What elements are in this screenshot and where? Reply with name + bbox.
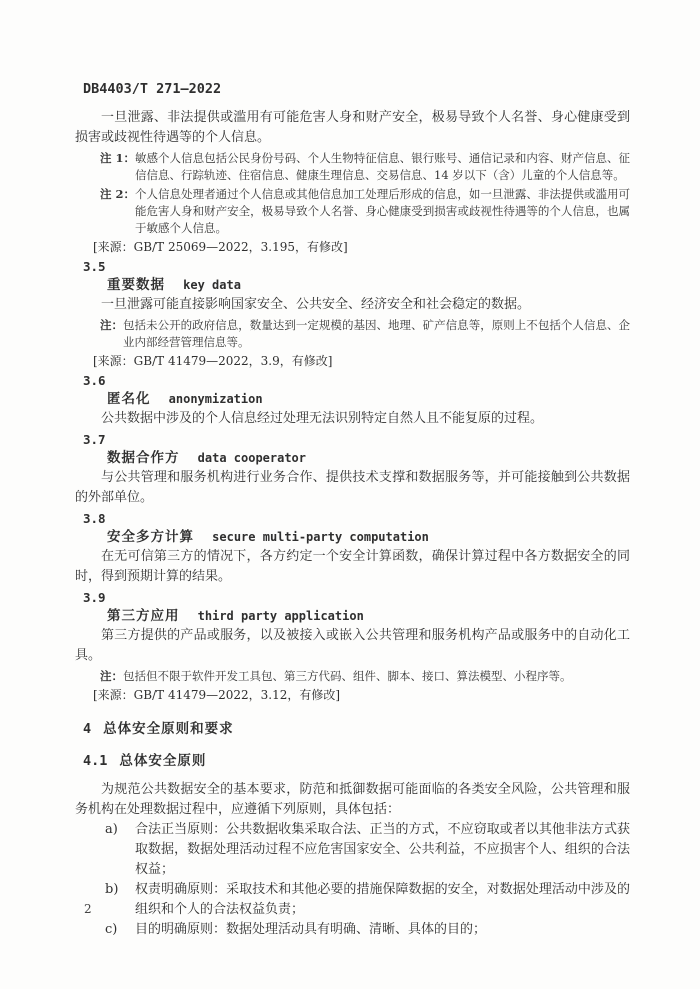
source-reference: [来源：GB/T 41479—2022，3.12，有修改] [93, 688, 341, 702]
term-en: secure multi-party computation [212, 530, 429, 544]
term-block-3-7 [75, 431, 630, 508]
list-marker: c) [105, 922, 118, 937]
list-item-a [105, 820, 630, 880]
term-en: key data [183, 278, 241, 292]
term-note [100, 317, 630, 351]
standard-number-header: DB4403/T 271—2022 [83, 81, 222, 97]
list-text: 合法正当原则：公共数据收集采取合法、正当的方式，不应窃取或者以其他非法方式获取数据，数据处理活动过程不应危害国家安全、公共利益，不应损害个人、组织的合法权益； [135, 822, 630, 877]
list-text: 权责明确原则：采取技术和其他必要的措施保障数据的安全，对数据处理活动中涉及的组织和个人的合法权益负责； [135, 882, 630, 917]
heading-number: 4.1 [83, 753, 108, 769]
heading-title: 总体安全原则和要求 [103, 721, 234, 736]
term-heading [107, 449, 630, 468]
term-definition: 一旦泄露可能直接影响国家安全、公共安全、经济安全和社会稳定的数据。 [101, 297, 531, 312]
term-definition: 公共数据中涉及的个人信息经过处理无法识别特定自然人且不能复原的过程。 [101, 411, 544, 426]
carryover-paragraph: 一旦泄露、非法提供或滥用有可能危害人身和财产安全，极易导致个人名誉、身心健康受到损害或歧视性待遇等的个人信息。 [75, 110, 630, 145]
note-label: 注 2： [100, 187, 136, 201]
term-zh: 数据合作方 [107, 450, 180, 465]
term-block-3-6 [75, 372, 630, 429]
term-heading [107, 607, 630, 626]
term-zh: 安全多方计算 [107, 529, 194, 544]
note-text: 敏感个人信息包括公民身份号码、个人生物特征信息、银行账号、通信记录和内容、财产信息、征信信息、行踪轨迹、住宿信息、健康生理信息、交易信息、14 岁以下（含）儿童的个人信息等。 [135, 151, 630, 182]
term-zh: 重要数据 [107, 277, 165, 292]
source-reference: [来源：GB/T 41479—2022，3.9，有修改] [93, 354, 333, 368]
note-2 [100, 186, 630, 237]
term-definition: 与公共管理和服务机构进行业务合作、提供技术支撑和数据服务等，并可能接触到公共数据的外部单位。 [75, 470, 630, 505]
term-en: anonymization [168, 392, 263, 406]
clause-number: 3.9 [83, 590, 106, 605]
clause-number: 3.5 [83, 259, 106, 274]
note-text: 包括但不限于软件开发工具包、第三方代码、组件、脚本、接口、算法模型、小程序等。 [123, 669, 572, 683]
list-text: 目的明确原则：数据处理活动具有明确、清晰、具体的目的； [135, 922, 487, 937]
term-zh: 第三方应用 [107, 608, 180, 623]
clause-number: 3.6 [83, 373, 106, 388]
term-heading [107, 390, 630, 409]
term-note [100, 668, 630, 685]
section-4-1-heading [83, 752, 630, 770]
clause-number: 3.8 [83, 511, 106, 526]
term-heading [107, 528, 630, 547]
clause-number: 3.7 [83, 432, 106, 447]
term-heading [107, 276, 630, 295]
note-text: 包括未公开的政府信息，数量达到一定规模的基因、地理、矿产信息等，原则上不包括个人信息、企业内部经营管理信息等。 [123, 318, 630, 349]
note-label: 注： [100, 669, 123, 683]
term-definition: 第三方提供的产品或服务，以及被接入或嵌入公共管理和服务机构产品或服务中的自动化工具。 [75, 628, 630, 663]
heading-title: 总体安全原则 [119, 753, 207, 768]
term-block-3-8 [75, 510, 630, 587]
list-item-b [105, 880, 630, 920]
term-en: third party application [197, 609, 364, 623]
note-text: 个人信息处理者通过个人信息或其他信息加工处理后形成的信息，如一旦泄露、非法提供或滥用可能危害人身和财产安全，极易导致个人名誉、身心健康受到损害或歧视性待遇等的个人信息，也属于敏感个人信息。 [135, 187, 630, 235]
source-reference: [来源：GB/T 25069—2022，3.195，有修改] [93, 240, 348, 254]
section-4-1-paragraph: 为规范公共数据安全的基本要求，防范和抵御数据可能面临的各类安全风险，公共管理和服务机构在处理数据过程中，应遵循下列原则，具体包括： [75, 782, 630, 817]
term-block-3-5 [75, 258, 630, 370]
list-marker: a) [105, 822, 118, 837]
term-zh: 匿名化 [107, 391, 151, 406]
heading-number: 4 [83, 721, 92, 737]
page-number: 2 [84, 902, 92, 916]
principles-list [75, 820, 630, 940]
list-item-c [105, 920, 630, 940]
list-marker: b) [105, 882, 119, 897]
note-label: 注： [100, 318, 123, 332]
note-1 [100, 150, 630, 184]
note-label: 注 1： [100, 151, 136, 165]
term-definition: 在无可信第三方的情况下，各方约定一个安全计算函数，确保计算过程中各方数据安全的同时，得到预期计算的结果。 [75, 549, 630, 584]
term-block-3-9 [75, 589, 630, 704]
term-en: data cooperator [197, 451, 307, 465]
section-4-heading [83, 720, 630, 738]
